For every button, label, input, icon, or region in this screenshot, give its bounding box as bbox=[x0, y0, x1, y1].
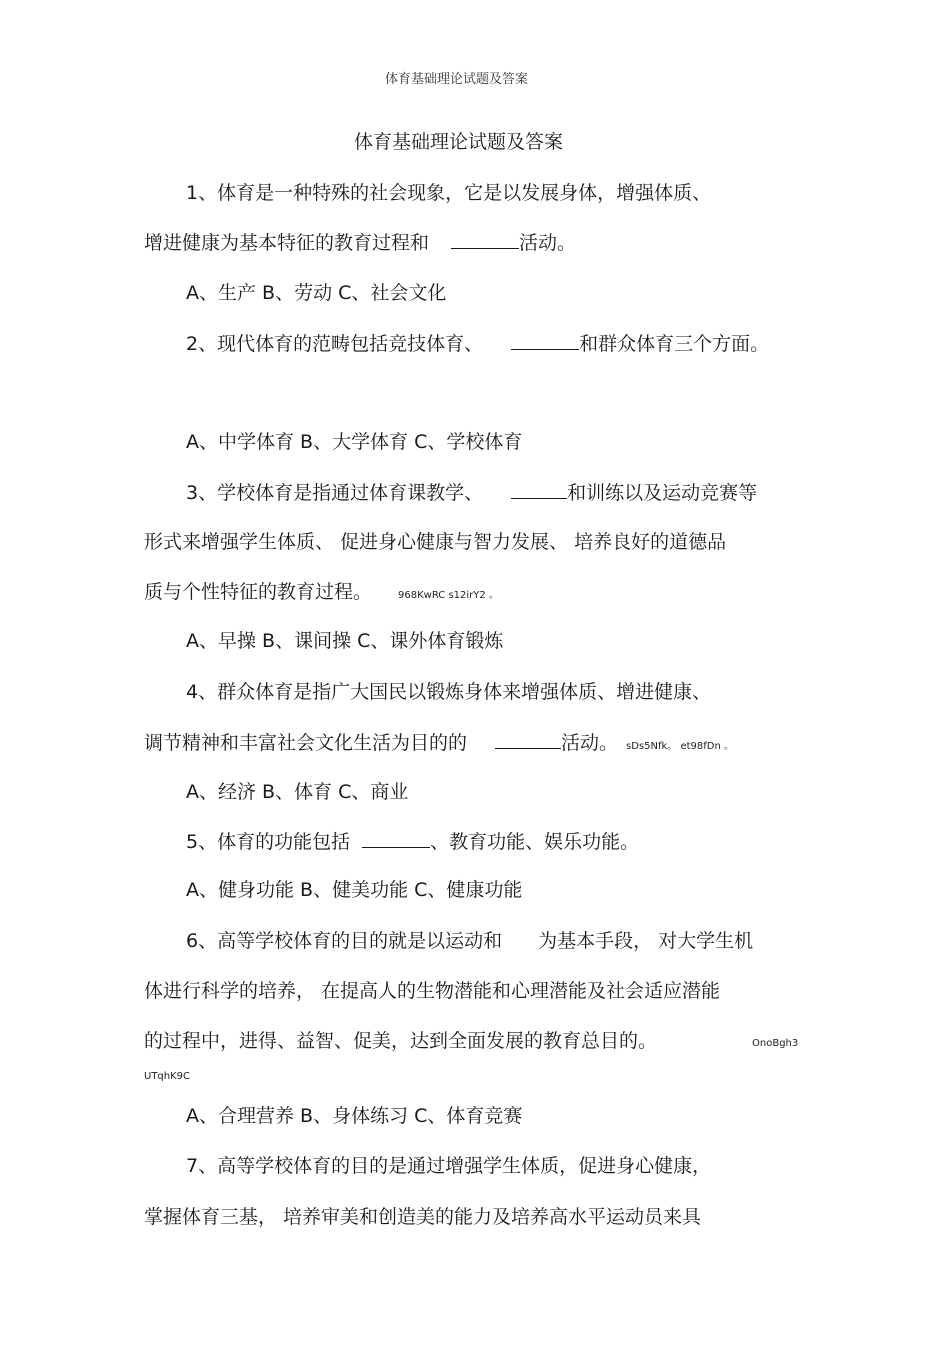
running-header: 体育基础理论试题及答案 bbox=[385, 72, 529, 87]
document-title: 体育基础理论试题及答案 bbox=[354, 131, 564, 153]
q1-stem-text: 增进健康为基本特征的教育过程和 bbox=[144, 232, 430, 254]
q3-stem-text: 3、学校体育是指通过体育课教学、 bbox=[186, 482, 484, 504]
q2-stem-text: 2、现代体育的范畴包括竞技体育、 bbox=[186, 333, 484, 355]
q4-stem-line2 bbox=[144, 730, 734, 755]
q6-stem-line3: 的过程中，进得、益智、促美，达到全面发展的教育总目的。 bbox=[144, 1030, 658, 1052]
q3-code: 968KwRC s12irY2 。 bbox=[398, 590, 499, 601]
q1-options: A、生产 B、劳动 C、社会文化 bbox=[186, 282, 447, 304]
q2-blank bbox=[511, 331, 579, 350]
q1-blank bbox=[451, 230, 519, 249]
q5-stem bbox=[186, 829, 639, 854]
q2-options: A、中学体育 B、大学体育 C、学校体育 bbox=[186, 431, 523, 453]
q2-stem-tail: 和群众体育三个方面。 bbox=[579, 333, 770, 355]
q6-stem-line1 bbox=[186, 929, 753, 953]
q5-options: A、健身功能 B、健美功能 C、健康功能 bbox=[186, 879, 523, 901]
q4-options: A、经济 B、体育 C、商业 bbox=[186, 781, 409, 803]
q7-stem-line2: 掌握体育三基， 培养审美和创造美的能力及培养高水平运动员来具 bbox=[144, 1206, 702, 1228]
q6-stem-tail: 为基本手段， 对大学生机 bbox=[538, 930, 754, 952]
q7-stem-line1: 7、高等学校体育的目的是通过增强学生体质，促进身心健康， bbox=[186, 1155, 712, 1177]
q6-stem-text: 6、高等学校体育的目的就是以运动和 bbox=[186, 930, 503, 952]
q6-options: A、合理营养 B、身体练习 C、体育竞赛 bbox=[186, 1105, 523, 1127]
q4-stem-text: 调节精神和丰富社会文化生活为目的的 bbox=[144, 732, 468, 754]
q3-stem-line3 bbox=[144, 580, 499, 604]
q3-stem-tail: 和训练以及运动竞赛等 bbox=[567, 482, 758, 504]
q5-stem-tail: 、教育功能、娱乐功能。 bbox=[430, 831, 640, 853]
q4-blank bbox=[495, 730, 561, 749]
q1-stem-line1: 1、体育是一种特殊的社会现象，它是以发展身体，增强体质、 bbox=[186, 182, 712, 204]
q3-stem-line1 bbox=[186, 480, 757, 505]
q3-blank bbox=[511, 480, 567, 499]
q1-stem-tail: 活动。 bbox=[519, 232, 577, 254]
q5-blank bbox=[362, 829, 430, 848]
q3-options: A、早操 B、课间操 C、课外体育锻炼 bbox=[186, 630, 504, 652]
q3-stem-text3: 质与个性特征的教育过程。 bbox=[144, 581, 373, 603]
q6-code-1: OnoBgh3 bbox=[752, 1038, 799, 1049]
q5-stem-text: 5、体育的功能包括 bbox=[186, 831, 351, 853]
q4-code: sDs5Nfk。 et98fDn 。 bbox=[626, 741, 735, 752]
q6-stem-line2: 体进行科学的培养， 在提高人的生物潜能和心理潜能及社会适应潜能 bbox=[144, 980, 721, 1002]
q4-stem-line1: 4、群众体育是指广大国民以锻炼身体来增强体质、增进健康、 bbox=[186, 681, 712, 703]
q1-stem-line2 bbox=[144, 230, 576, 255]
q6-code-2: UTqhK9C bbox=[144, 1071, 191, 1082]
q3-stem-line2: 形式来增强学生体质、 促进身心健康与智力发展、 培养良好的道德品 bbox=[144, 531, 727, 553]
q2-stem bbox=[186, 331, 769, 356]
q4-stem-tail: 活动。 bbox=[561, 732, 619, 754]
